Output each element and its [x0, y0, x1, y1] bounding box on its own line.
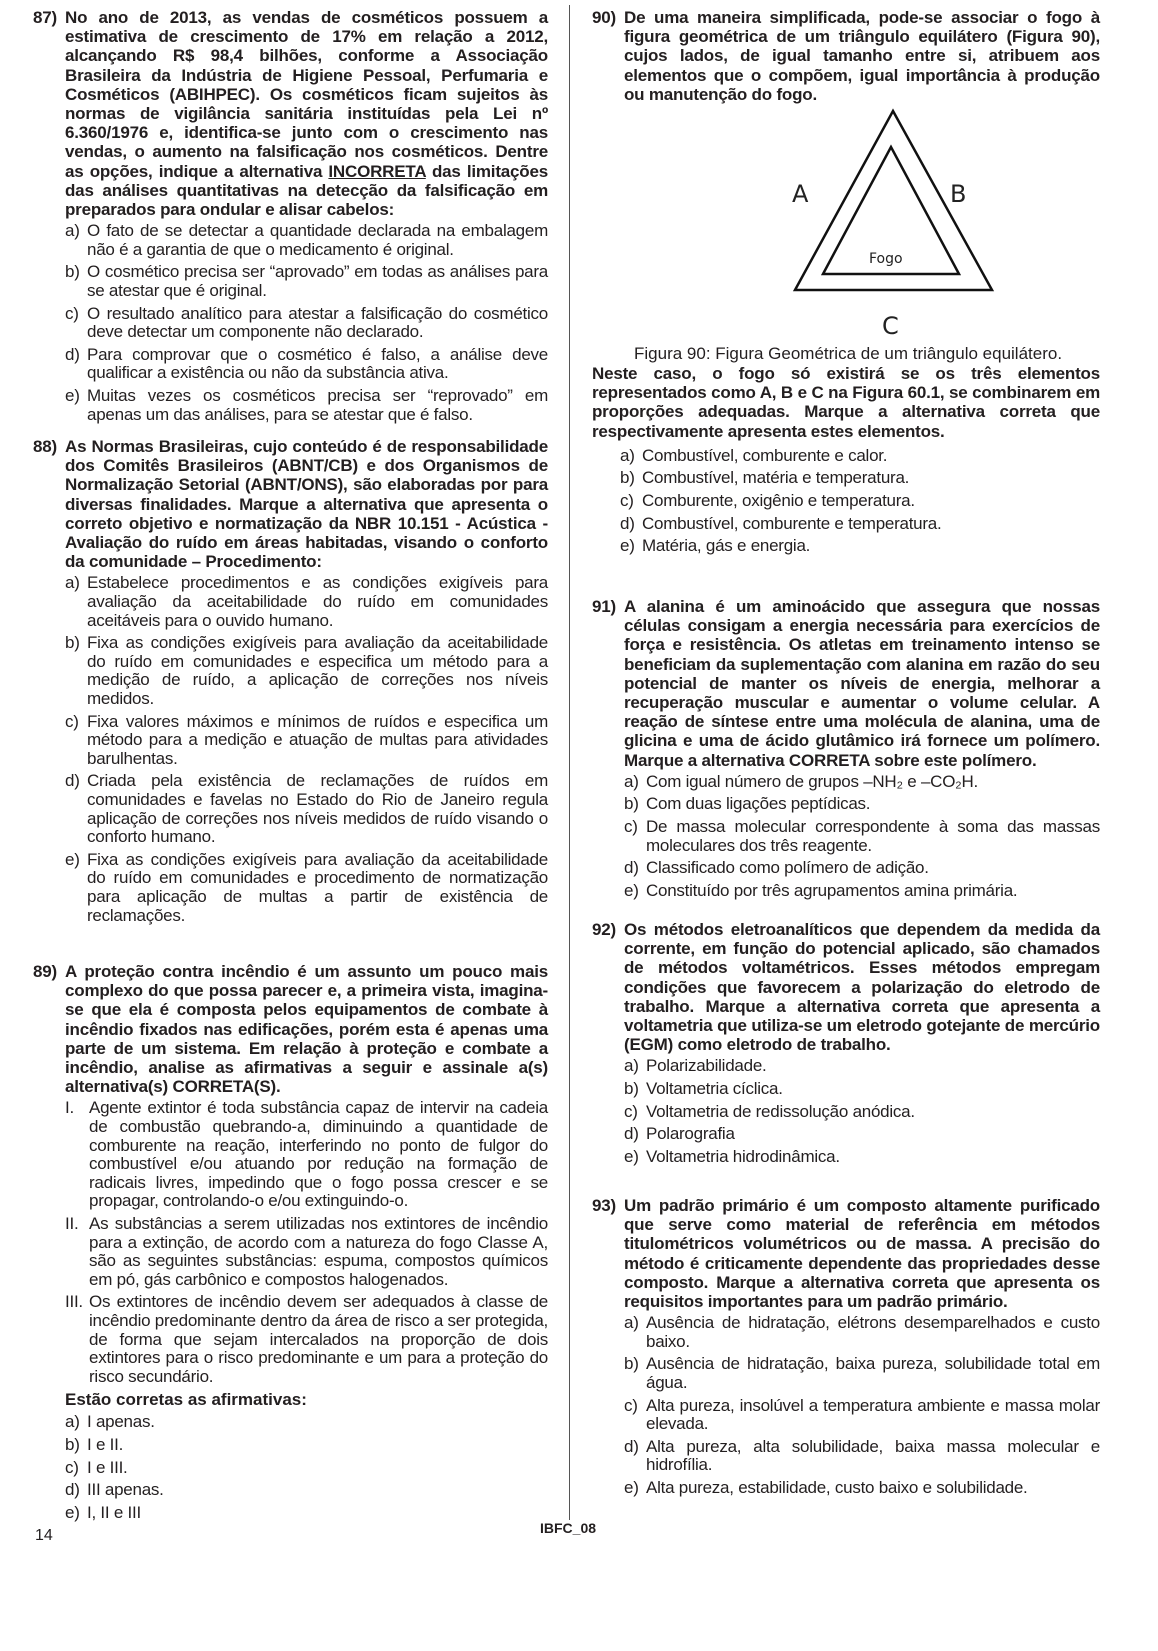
question-stem: Um padrão primário é um composto altamente purificado que serve como material de referência em métodos titulométricos volumétricos ou de massa. A precisão do método é criticamente dependente das propriedades desse composto. Marque a alternativa correta que apresenta os requisitos importantes para um padrão primário. — [624, 1196, 1100, 1312]
question-stem — [65, 8, 548, 219]
question-number: 90) — [592, 8, 616, 27]
option-text: Comburente, oxigênio e temperatura. — [642, 491, 915, 510]
option-text: Fixa as condições exigíveis para avaliação da aceitabilidade do ruído em comunidades e especifica um método para a medição de ruído, a aplicação de correções nos níveis medidos. — [87, 633, 548, 708]
option-text: Polarizabilidade. — [646, 1056, 767, 1076]
figure-caption: Figura 90: Figura Geométrica de um triângulo equilátero. — [634, 344, 1063, 363]
question-number: 92) — [592, 920, 616, 939]
option-letter: b) — [624, 794, 639, 814]
option-text: Os extintores de incêndio devem ser adequados à classe de incêndio predominante dentro da área de risco a ser protegida, de forma que sejam intercalados na proporção de dois extintores para o risco predominante e um para a proteção do risco secundário. — [89, 1292, 548, 1386]
option-text: Combustível, comburente e calor. — [642, 445, 888, 465]
option-letter: b) — [65, 1434, 80, 1454]
statements-list — [65, 1099, 548, 1386]
question-92 — [592, 920, 1100, 1170]
option-letter: d) — [624, 858, 639, 878]
options-list — [65, 222, 548, 424]
answer-option — [624, 859, 1100, 878]
label-fogo: Fogo — [869, 251, 903, 267]
question-stem: Os métodos eletroanalíticos que dependem da medida da corrente, em função do potencial aplicado, são chamados de métodos voltamétricos. Esses métodos empregam condições que favorecem a polarização do eletrodo de trabalho. Marque a alternativa correta que apresenta a voltametria que utiliza-se um eletrodo gotejante de mercúrio (EGM) como eletrodo de trabalho. — [624, 920, 1100, 1055]
question-number: 91) — [592, 597, 616, 616]
answer-option — [65, 263, 548, 300]
question-90 — [592, 8, 1100, 104]
question-91 — [592, 597, 1100, 904]
option-letter: e) — [624, 1146, 639, 1166]
option-letter: b) — [620, 468, 635, 488]
option-text: Voltametria hidrodinâmica. — [646, 1146, 840, 1166]
option-text: I apenas. — [87, 1412, 155, 1432]
option-letter: d) — [65, 344, 80, 364]
question-93 — [592, 1196, 1100, 1502]
question-stem-continued: Neste caso, o fogo só existirá se os três elementos representados como A, B e C na Figura 60.1, se combinarem em proporções adequadas. Marque a alternativa correta que respectivamente apresenta estes elementos. — [592, 364, 1100, 441]
answer-option — [65, 713, 548, 769]
option-letter: d) — [624, 1436, 639, 1456]
option-letter: c) — [65, 711, 79, 731]
question-stem: A alanina é um aminoácido que assegura que nossas células consigam a energia necessária para exercícios de força e resistência. Os atletas em treinamento intenso se beneficiam da suplementação com alanina em razão do seu potencial de manter os níveis de energia, melhorar a recuperação muscular e aumentar o volume celular. A reação de síntese entre uma molécula de alanina, uma de glicina e uma de ácido glutâmico irá fornece um polímero. Marque a alternativa CORRETA sobre este polímero. — [624, 597, 1100, 770]
answer-option — [624, 1148, 1100, 1167]
answer-option — [624, 1438, 1100, 1475]
option-text: Agente extintor é toda substância capaz de intervir na cadeia de combustão quebrando-a, diminuindo a quantidade de comburente na reação, interferindo no ponto de fulgor do combustível e/ou atuando por redução na formação de radicais livres, impedindo que o fogo possa crescer e se propagar, controlando-o e/ou extinguindo-o. — [89, 1098, 548, 1211]
option-text: O fato de se detectar a quantidade declarada na embalagem não é a garantia de que o medicamento é original. — [87, 221, 548, 259]
option-letter: b) — [65, 262, 80, 282]
option-letter: a) — [624, 1056, 639, 1076]
option-text: Alta pureza, alta solubilidade, baixa massa molecular e hidrofília. — [646, 1436, 1100, 1475]
option-text: Criada pela existência de reclamações de ruídos em comunidades e favelas no Estado do Rio de Janeiro regula aplicação de correções nos níveis medidos de ruído visando o conforto humano. — [87, 771, 548, 847]
options-list — [624, 1057, 1100, 1166]
option-letter: III. — [65, 1292, 83, 1312]
question-number: 89) — [33, 962, 57, 981]
option-letter: c) — [65, 1457, 79, 1477]
answer-option — [65, 305, 548, 342]
option-letter: c) — [624, 817, 638, 837]
question-90-continued — [592, 344, 1100, 560]
answer-option — [624, 1125, 1100, 1144]
option-text: Polarografia — [646, 1124, 735, 1144]
option-text: Muitas vezes os cosméticos precisa ser “reprovado” em apenas um das análises, para se atestar que é falso. — [87, 385, 548, 424]
option-text: Alta pureza, estabilidade, custo baixo e solubilidade. — [646, 1477, 1028, 1497]
question-89 — [33, 962, 548, 1526]
options-list — [65, 574, 548, 925]
option-text: Estabelece procedimentos e as condições exigíveis para avaliação da aceitabilidade do ruído em comunidades aceitáveis para o ouvido humano. — [87, 573, 548, 630]
option-letter: c) — [624, 1101, 638, 1121]
option-text: As substâncias a serem utilizadas nos extintores de incêndio para a extinção, de acordo com a natureza do fogo Classe A, são as seguintes substâncias: espuma, compostos químicos em pó, gás carbônico e compostos halogenados. — [89, 1213, 548, 1289]
option-letter: a) — [65, 221, 80, 241]
option-letter: d) — [65, 1480, 80, 1500]
answer-option — [65, 1413, 548, 1432]
option-text: Alta pureza, insolúvel a temperatura ambiente e massa molar elevada. — [646, 1395, 1100, 1434]
answer-prompt: Estão corretas as afirmativas: — [65, 1390, 307, 1410]
stem-emphasis: INCORRETA — [328, 161, 426, 181]
option-text: Voltametria de redissolução anódica. — [646, 1101, 915, 1121]
option-text: I, II e III — [87, 1502, 141, 1522]
option-text: Com duas ligações peptídicas. — [646, 794, 871, 814]
option-text: I e II. — [87, 1434, 124, 1454]
option-text: Matéria, gás e energia. — [642, 536, 811, 556]
column-divider — [569, 5, 570, 1520]
stem-part: das limitações das análises quantitativas na detecção da falsificação em preparados para ondular e alisar cabelos: — [65, 161, 548, 220]
options-list — [624, 773, 1100, 901]
stem-part: No ano de 2013, as vendas de cosméticos possuem a estimativa de crescimento de 17% em relação a 2012, alcançando R$ 98,4 bilhões, conforme a Associação Brasileira da Indústria de Higiene Pessoal, Perfumaria e Cosméticos (ABIHPEC). Os cosméticos ficam sujeitos às normas de vigilância sanitária instituídas pela Lei nº 6.360/1976 e, identifica-se junto com o crescimento nas vendas, o aumento na falsificação nos cosméticos. Dentre as opções, indique a alternativa — [65, 8, 548, 181]
option-text: O resultado analítico para atestar a falsificação do cosmético deve detectar um componente não declarado. — [87, 303, 548, 342]
question-88 — [33, 437, 548, 929]
answer-option — [624, 1080, 1100, 1099]
answer-option — [65, 1459, 548, 1478]
answer-option — [65, 222, 548, 259]
option-letter: e) — [65, 849, 80, 869]
option-letter: II. — [65, 1213, 79, 1233]
option-letter: e) — [620, 536, 635, 556]
option-text: III apenas. — [87, 1480, 164, 1500]
question-87 — [33, 8, 548, 428]
question-number: 88) — [33, 437, 57, 456]
answer-option — [624, 773, 1100, 792]
answer-option — [624, 1103, 1100, 1122]
statement-item — [65, 1215, 548, 1289]
answer-option — [624, 818, 1100, 855]
option-letter: d) — [65, 771, 80, 791]
option-letter: c) — [620, 491, 634, 510]
answer-option — [624, 1479, 1100, 1498]
option-text: Ausência de hidratação, elétrons desemparelhados e custo baixo. — [646, 1313, 1100, 1351]
option-letter: d) — [624, 1124, 639, 1144]
option-text: Fixa as condições exigíveis para avaliação da aceitabilidade do ruído em comunidades e procedimento de normatização para aplicação de multas a partir de existência de reclamações. — [87, 849, 548, 925]
label-b: B — [950, 180, 967, 208]
options-list — [624, 1314, 1100, 1497]
label-c: C — [882, 312, 899, 340]
option-text: Para comprovar que o cosmético é falso, a análise deve qualificar a existência ou não da substância ativa. — [87, 344, 548, 383]
fire-triangle-figure — [730, 100, 967, 340]
question-stem: A proteção contra incêndio é um assunto um pouco mais complexo do que possa parecer e, a primeira vista, imagina-se que ela é composta pelos equipamentos de combate à incêndio fixados nas edificações, porém esta é apenas uma parte de um sistema. Em relação à proteção e combate a incêndio, analise as afirmativas a seguir e assinale a(s) alternativa(s) CORRETA(S). — [65, 962, 548, 1097]
option-letter: a) — [624, 771, 639, 791]
option-text: Fixa valores máximos e mínimos de ruídos e especifica um método para a medição e atuação de multas para atividades barulhentas. — [87, 711, 548, 768]
option-letter: a) — [620, 445, 635, 465]
option-text: O cosmético precisa ser “aprovado” em todas as análises para se atestar que é original. — [87, 262, 548, 301]
question-stem: As Normas Brasileiras, cujo conteúdo é de responsabilidade dos Comitês Brasileiros (ABNT/CB) e dos Organismos de Normalização Setorial (ABNT/ONS), são elaboradas por para diversas finalidades. Marque a alternativa que apresenta o correto objetivo e normatização da NBR 10.151 - Acústica - Avaliação do ruído em áreas habitadas, visando o conforto da comunidade – Procedimento: — [65, 437, 548, 572]
statement-item — [65, 1293, 548, 1386]
answer-option — [624, 795, 1100, 814]
options-list — [65, 1413, 548, 1522]
answer-option — [624, 1397, 1100, 1434]
option-text: Com igual número de grupos –NH₂ e –CO₂H. — [646, 771, 979, 791]
option-text: Ausência de hidratação, baixa pureza, solubilidade total em água. — [646, 1354, 1100, 1392]
answer-option — [65, 346, 548, 383]
option-letter: e) — [624, 1477, 639, 1497]
answer-option — [620, 515, 1100, 534]
question-stem: De uma maneira simplificada, pode-se associar o fogo à figura geométrica de um triângulo equilátero (Figura 90), cujos lados, de igual tamanho entre si, atribuem aos elementos que o compõem, igual importância à produção ou manutenção do fogo. — [624, 8, 1100, 104]
label-a: A — [792, 180, 809, 208]
answer-option — [624, 1314, 1100, 1351]
option-letter: a) — [624, 1313, 639, 1333]
option-text: Voltametria cíclica. — [646, 1079, 783, 1099]
answer-option — [620, 537, 1100, 556]
answer-option — [65, 1504, 548, 1523]
answer-option — [624, 1057, 1100, 1076]
option-letter: d) — [620, 513, 635, 533]
question-number: 93) — [592, 1196, 616, 1215]
option-letter: a) — [65, 573, 80, 593]
answer-option — [620, 492, 1100, 511]
option-letter: c) — [624, 1395, 638, 1415]
option-letter: e) — [624, 880, 639, 900]
answer-option — [65, 387, 548, 424]
option-letter: I. — [65, 1098, 74, 1118]
answer-option — [65, 772, 548, 846]
exam-code: IBFC_08 — [540, 1520, 597, 1536]
option-text: Constituído por três agrupamentos amina primária. — [646, 880, 1018, 900]
option-text: Classificado como polímero de adição. — [646, 858, 929, 878]
answer-option — [65, 634, 548, 708]
option-text: Combustível, comburente e temperatura. — [642, 513, 942, 533]
question-number: 87) — [33, 8, 57, 27]
option-letter: e) — [65, 1502, 80, 1522]
answer-option — [65, 574, 548, 630]
answer-option — [620, 469, 1100, 488]
option-text: Combustível, matéria e temperatura. — [642, 468, 910, 488]
answer-option — [624, 882, 1100, 901]
option-letter: b) — [65, 633, 80, 653]
answer-option — [65, 851, 548, 925]
option-text: I e III. — [87, 1457, 128, 1477]
option-text: De massa molecular correspondente à soma das massas moleculares dos três reagente. — [646, 817, 1100, 855]
option-letter: b) — [624, 1079, 639, 1099]
page-number: 14 — [35, 1527, 53, 1544]
option-letter: b) — [624, 1354, 639, 1374]
answer-option — [65, 1436, 548, 1455]
answer-option — [624, 1355, 1100, 1392]
answer-option — [620, 447, 1100, 466]
statement-item — [65, 1099, 548, 1211]
options-list — [620, 447, 1100, 556]
answer-option — [65, 1481, 548, 1500]
option-letter: e) — [65, 385, 80, 405]
option-letter: a) — [65, 1412, 80, 1432]
option-letter: c) — [65, 303, 79, 323]
